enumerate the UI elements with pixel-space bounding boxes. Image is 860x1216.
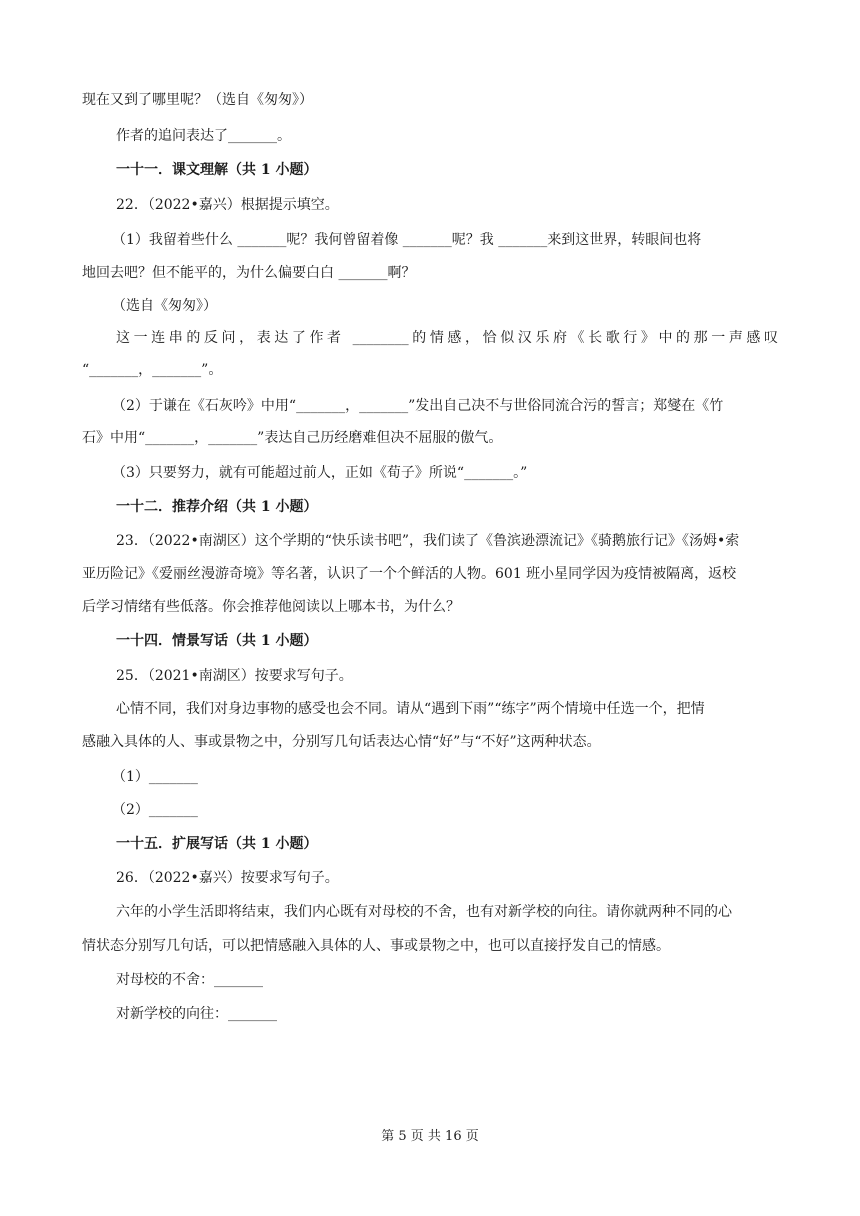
- answer-line: （1）_______: [112, 769, 198, 785]
- question-prompt: 作者的追问表达了_______。: [116, 128, 291, 144]
- page-footer: 第 5 页 共 16 页: [381, 1129, 479, 1144]
- text-line: 这一连串的反问，表达了作者 ________的情感，恰似汉乐府《长歌行》中的那一声感叹: [116, 330, 778, 346]
- question-title: 22．（2022•嘉兴）根据提示填空。: [116, 197, 339, 213]
- section-heading: 一十二．推荐介绍（共 1 小题）: [116, 499, 318, 515]
- text-line: 石》中用“_______，_______”表达自己历经磨难但决不屈服的傲气。: [82, 430, 503, 446]
- question-title: 23．（2022•南湖区）这个学期的“快乐读书吧”，我们读了《鲁滨逊漂流记》《骑鹅旅行记》《汤姆•索: [116, 533, 740, 549]
- answer-line: 对母校的不舍：_______: [116, 972, 263, 988]
- text-line: 六年的小学生活即将结束，我们内心既有对母校的不舍，也有对新学校的向往。请你就两种不同的心: [116, 904, 732, 920]
- text-line: 现在又到了哪里呢？（选自《匆匆》）: [82, 92, 313, 108]
- question-title: 25．（2021•南湖区）按要求写句子。: [116, 668, 353, 684]
- question-title: 26．（2022•嘉兴）按要求写句子。: [116, 870, 339, 886]
- text-line: “_______，_______”。: [82, 362, 223, 378]
- text-line: 亚历险记》《爱丽丝漫游奇境》等名著，认识了一个个鲜活的人物。601 班小星同学因为疫情被隔离，返校: [82, 566, 737, 582]
- answer-line: 对新学校的向往：_______: [116, 1006, 277, 1022]
- text-line: （选自《匆匆》）: [112, 298, 217, 314]
- section-heading: 一十五．扩展写话（共 1 小题）: [116, 836, 318, 852]
- answer-line: （2）_______: [112, 802, 198, 818]
- section-heading: 一十四．情景写话（共 1 小题）: [116, 633, 318, 649]
- text-line: 心情不同，我们对身边事物的感受也会不同。请从“遇到下雨”“练字”两个情境中任选一个，把情: [116, 701, 705, 717]
- text-line: 地回去吧？但不能平的，为什么偏要白白 _______啊？: [82, 265, 416, 281]
- text-line: （3）只要努力，就有可能超过前人，正如《荀子》所说“_______。”: [112, 465, 528, 481]
- section-heading: 一十一．课文理解（共 1 小题）: [116, 162, 318, 178]
- text-line: 感融入具体的人、事或景物之中，分别写几句话表达心情“好”与“不好”这两种状态。: [82, 734, 601, 750]
- text-line: 后学习情绪有些低落。你会推荐他阅读以上哪本书，为什么？: [82, 599, 460, 615]
- text-line: （2）于谦在《石灰吟》中用“_______，_______”发出自己决不与世俗同流合污的誓言；郑燮在《竹: [112, 398, 724, 414]
- text-line: （1）我留着些什么 _______呢？我何曾留着像 _______呢？我 _______来到这世界，转眼间也将: [112, 232, 702, 248]
- text-line: 情状态分别写几句话，可以把情感融入具体的人、事或景物之中，也可以直接抒发自己的情感。: [82, 938, 670, 954]
